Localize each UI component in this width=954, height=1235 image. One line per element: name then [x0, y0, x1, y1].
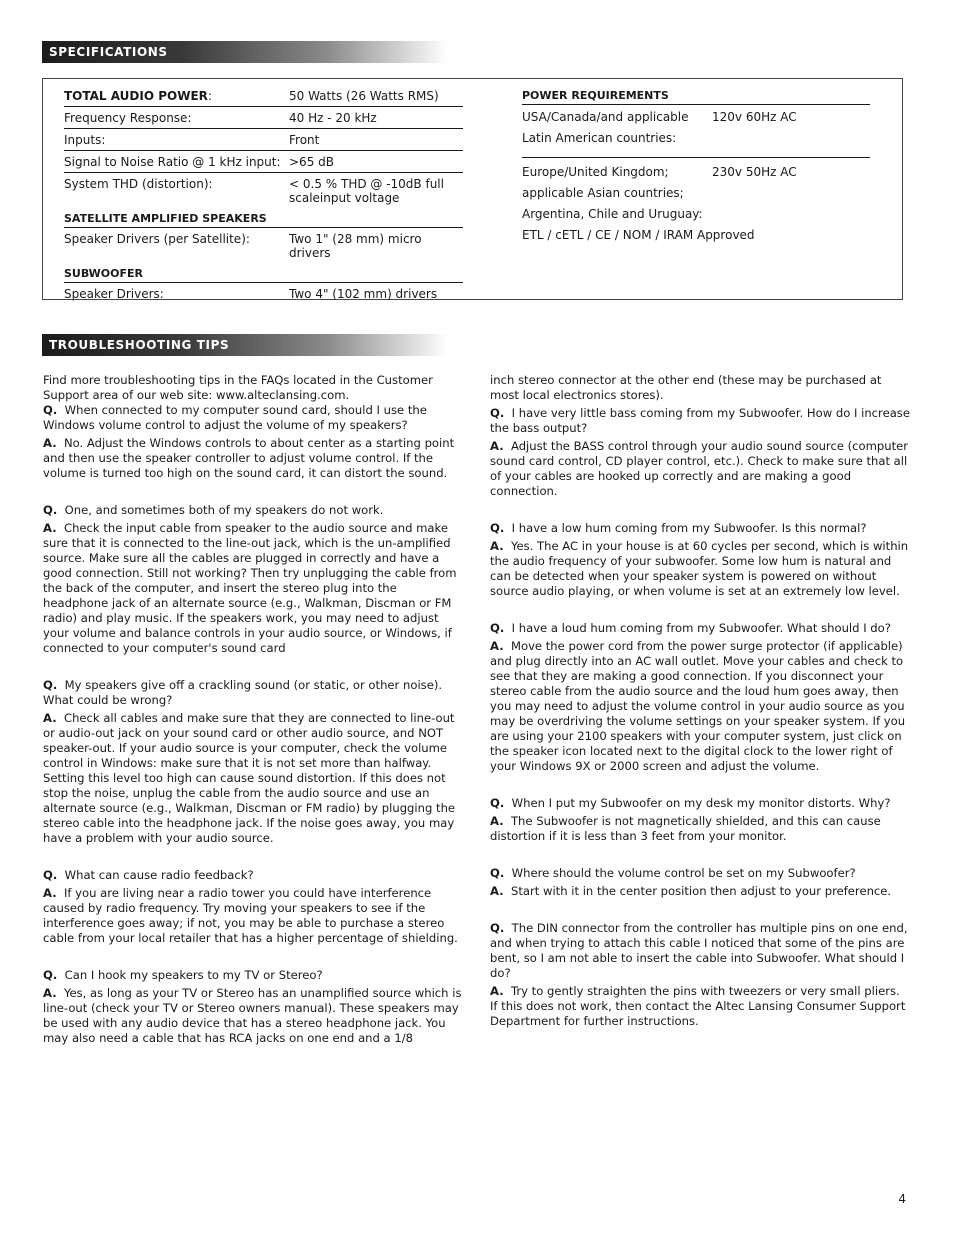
- answer-label: A.: [490, 884, 504, 898]
- question-label: Q.: [43, 968, 58, 982]
- spec-row-snr: [64, 151, 463, 173]
- answer-label: A.: [43, 711, 57, 725]
- answer-label: A.: [490, 984, 504, 998]
- power-block-americas: [522, 105, 870, 158]
- spec-label: System THD (distortion):: [64, 177, 213, 191]
- answer-label: A.: [490, 539, 504, 553]
- power-region: Europe/United Kingdom;: [522, 165, 669, 179]
- spec-label: Speaker Drivers:: [64, 287, 164, 301]
- spec-row-frequency-response: [64, 107, 463, 129]
- question-text: I have a loud hum coming from my Subwoofer. What should I do?: [511, 621, 891, 635]
- question-label: Q.: [490, 921, 505, 935]
- spec-label-suffix: :: [207, 89, 212, 103]
- troubleshooting-heading: TROUBLESHOOTING TIPS: [42, 334, 448, 356]
- question-text: When I put my Subwoofer on my desk my monitor distorts. Why?: [511, 796, 891, 810]
- answer-text: Yes, as long as your TV or Stereo has an unamplified source which is line-out (check your TV or Stereo owners manual). These speakers may be used with any audio device that has a stereo headphone jack. You may also need a cable that has RCA jacks on one end and a 1/8: [43, 986, 462, 1045]
- answer-label: A.: [43, 986, 57, 1000]
- faq-question: [490, 921, 910, 981]
- faq-item: [490, 866, 910, 899]
- power-voltage: 120v 60Hz AC: [712, 110, 797, 124]
- power-voltage: 230v 50Hz AC: [712, 165, 797, 179]
- question-text: What can cause radio feedback?: [64, 868, 254, 882]
- question-label: Q.: [490, 866, 505, 880]
- spec-value: Two 1" (28 mm) micro drivers: [289, 232, 422, 260]
- power-region-cont: Argentina, Chile and Uruguay:: [522, 207, 703, 221]
- question-text: Can I hook my speakers to my TV or Stereo?: [64, 968, 323, 982]
- question-label: Q.: [490, 406, 505, 420]
- faq-question: [490, 796, 910, 811]
- answer-text: Adjust the BASS control through your audio sound source (computer sound card control, CD player control, etc.). Check to make sure that all of your cables are hooked up correctly and are making a good connection.: [490, 439, 909, 498]
- power-block-europe: [522, 158, 870, 246]
- answer-text: Check all cables and make sure that they are connected to line-out or audio-out jack on your sound card or other audio source, and NOT speaker-out. If your audio source is your computer, check the volume control in Windows: make sure that it is not set more than halfway. Setting this level too high can cause sound distortion. If this does not stop the noise, unplug the cable from the audio source and use an alternate source (e.g., Walkman, Discman or FM radio) by plugging the stereo cable into the headphone jack. If the noise goes away, you may have a problem with your audio source.: [43, 711, 456, 845]
- faq-item: [490, 796, 910, 844]
- spec-value: 40 Hz - 20 kHz: [289, 111, 377, 125]
- question-label: Q.: [43, 403, 58, 417]
- question-label: Q.: [43, 868, 58, 882]
- question-text: One, and sometimes both of my speakers do not work.: [64, 503, 384, 517]
- question-text: I have a low hum coming from my Subwoofer. Is this normal?: [511, 521, 867, 535]
- faq-answer: [43, 521, 463, 656]
- faq-answer: [490, 639, 910, 774]
- answer-label: A.: [490, 439, 504, 453]
- spec-value: 50 Watts (26 Watts RMS): [289, 89, 439, 103]
- spec-value: < 0.5 % THD @ -10dB full scaleinput voltage: [289, 177, 444, 205]
- faq-answer: [490, 884, 910, 899]
- faq-question: [43, 678, 463, 708]
- question-label: Q.: [43, 503, 58, 517]
- specifications-table: [64, 85, 463, 304]
- question-text: Where should the volume control be set on my Subwoofer?: [511, 866, 856, 880]
- question-label: Q.: [43, 678, 58, 692]
- faq-question: [490, 866, 910, 881]
- power-requirements-heading: POWER REQUIREMENTS: [522, 85, 870, 105]
- faq-item: [43, 968, 463, 1046]
- spec-label: TOTAL AUDIO POWER: [64, 89, 208, 103]
- faq-item: [43, 503, 463, 656]
- faq-answer: [43, 711, 463, 846]
- answer-label: A.: [43, 886, 57, 900]
- power-region-cont: Latin American countries:: [522, 131, 677, 145]
- troubleshooting-right-column: [490, 373, 910, 1051]
- faq-continuation: inch stereo connector at the other end (these may be purchased at most local electronics stores).: [490, 373, 882, 402]
- answer-text: If you are living near a radio tower you could have interference caused by radio frequency. Try moving your speakers to see if the interference goes away; if not, you may be able to purchase a stereo cable from your local retailer that has a higher percentage of shielding.: [43, 886, 458, 945]
- spec-value: Two 4" (102 mm) drivers: [289, 287, 438, 301]
- faq-answer: [43, 986, 463, 1046]
- answer-label: A.: [43, 436, 57, 450]
- faq-item: [490, 521, 910, 599]
- answer-label: A.: [490, 814, 504, 828]
- question-label: Q.: [490, 521, 505, 535]
- page-number: 4: [898, 1192, 906, 1206]
- question-text: My speakers give off a crackling sound (or static, or other noise). What could be wrong?: [43, 678, 443, 707]
- faq-question: [43, 868, 463, 883]
- faq-question: [43, 503, 463, 518]
- spec-value: >65 dB: [289, 155, 334, 169]
- specifications-box: [42, 78, 903, 300]
- faq-question: [43, 403, 463, 433]
- question-text: When connected to my computer sound card, should I use the Windows volume control to adjust the volume of my speakers?: [43, 403, 427, 432]
- spec-label: Speaker Drivers (per Satellite):: [64, 232, 250, 246]
- answer-label: A.: [490, 639, 504, 653]
- answer-text: Check the input cable from speaker to the audio source and make sure that it is connected to the line-out jack, which is the un-amplified source. Make sure all the cables are plugged in correctly and have a good connection. Still not working? Then try unplugging the cable from the back of the computer, and insert the stereo plug into the headphone jack of an alternate source (e.g., Walkman, Discman or FM radio) and play music. If the speakers work, you may need to adjust your volume and balance controls in your audio source, or Windows, if connected to your computer's sound card: [43, 521, 457, 655]
- faq-answer: [490, 984, 910, 1029]
- faq-item: [43, 678, 463, 846]
- spec-label: Inputs:: [64, 133, 106, 147]
- faq-question: [490, 521, 910, 536]
- specifications-heading: SPECIFICATIONS: [42, 41, 448, 63]
- power-region-cont: applicable Asian countries;: [522, 186, 684, 200]
- answer-text: Move the power cord from the power surge protector (if applicable) and plug directly into an AC wall outlet. Move your cables and check to see that they are making a good connection. If you disconnect your stereo cable from the audio source and the loud hum goes away, then you may need to adjust the volume control in your audio source as you may be overdriving the volume settings on your speaker system. If you are using your 2100 speakers with your computer system, just click on the speaker icon located next to the digital clock to the lower right of your Windows 9X or 2000 screen and adjust the volume.: [490, 639, 906, 773]
- power-requirements: [522, 85, 870, 246]
- question-text: I have very little bass coming from my Subwoofer. How do I increase the bass output?: [490, 406, 910, 435]
- faq-question: [490, 621, 910, 636]
- answer-label: A.: [43, 521, 57, 535]
- faq-list-right: [490, 406, 910, 1029]
- faq-item: [490, 406, 910, 499]
- spec-row-subwoofer-drivers: [64, 283, 463, 304]
- faq-item: [43, 403, 463, 481]
- question-text: The DIN connector from the controller has multiple pins on one end, and when trying to attach this cable I noticed that some of the pins are bent, so I am not able to insert the cable into Subwoofer. What should I do?: [490, 921, 908, 980]
- approvals: ETL / cETL / CE / NOM / IRAM Approved: [522, 228, 755, 242]
- faq-item: [43, 868, 463, 946]
- faq-answer: [490, 814, 910, 844]
- troubleshooting-intro: Find more troubleshooting tips in the FAQs located in the Customer Support area of our web site: www.alteclansing.com.: [43, 373, 433, 402]
- spec-value: Front: [289, 133, 320, 147]
- satellite-heading: SATELLITE AMPLIFIED SPEAKERS: [64, 208, 463, 228]
- spec-label: Signal to Noise Ratio @ 1 kHz input:: [64, 155, 281, 169]
- faq-answer: [43, 886, 463, 946]
- spec-row-satellite-drivers: [64, 228, 463, 263]
- answer-text: Yes. The AC in your house is at 60 cycles per second, which is within the audio frequency of your subwoofer. Some low hum is natural and can be detected when your speaker system is powered on without source audio playing, or when volume is set at an extremely low level.: [490, 539, 909, 598]
- faq-question: [490, 406, 910, 436]
- power-region: USA/Canada/and applicable: [522, 110, 689, 124]
- faq-answer: [490, 539, 910, 599]
- answer-text: Start with it in the center position then adjust to your preference.: [510, 884, 892, 898]
- faq-answer: [43, 436, 463, 481]
- spec-label: Frequency Response:: [64, 111, 192, 125]
- faq-item: [490, 921, 910, 1029]
- faq-list-left: [43, 403, 463, 1046]
- faq-answer: [490, 439, 910, 499]
- answer-text: No. Adjust the Windows controls to about center as a starting point and then use the speaker controller to adjust volume control. If the volume is turned too high on the sound card, it can distort the sound.: [43, 436, 455, 480]
- subwoofer-heading: SUBWOOFER: [64, 263, 463, 283]
- troubleshooting-left-column: [43, 373, 463, 1046]
- question-label: Q.: [490, 621, 505, 635]
- question-label: Q.: [490, 796, 505, 810]
- faq-question: [43, 968, 463, 983]
- spec-row-total-audio-power: [64, 85, 463, 107]
- spec-row-thd: [64, 173, 463, 208]
- answer-text: The Subwoofer is not magnetically shielded, and this can cause distortion if it is less than 3 feet from your monitor.: [490, 814, 881, 843]
- spec-row-inputs: [64, 129, 463, 151]
- faq-item: [490, 621, 910, 774]
- answer-text: Try to gently straighten the pins with tweezers or very small pliers. If this does not work, then contact the Altec Lansing Consumer Support Department for further instructions.: [490, 984, 906, 1028]
